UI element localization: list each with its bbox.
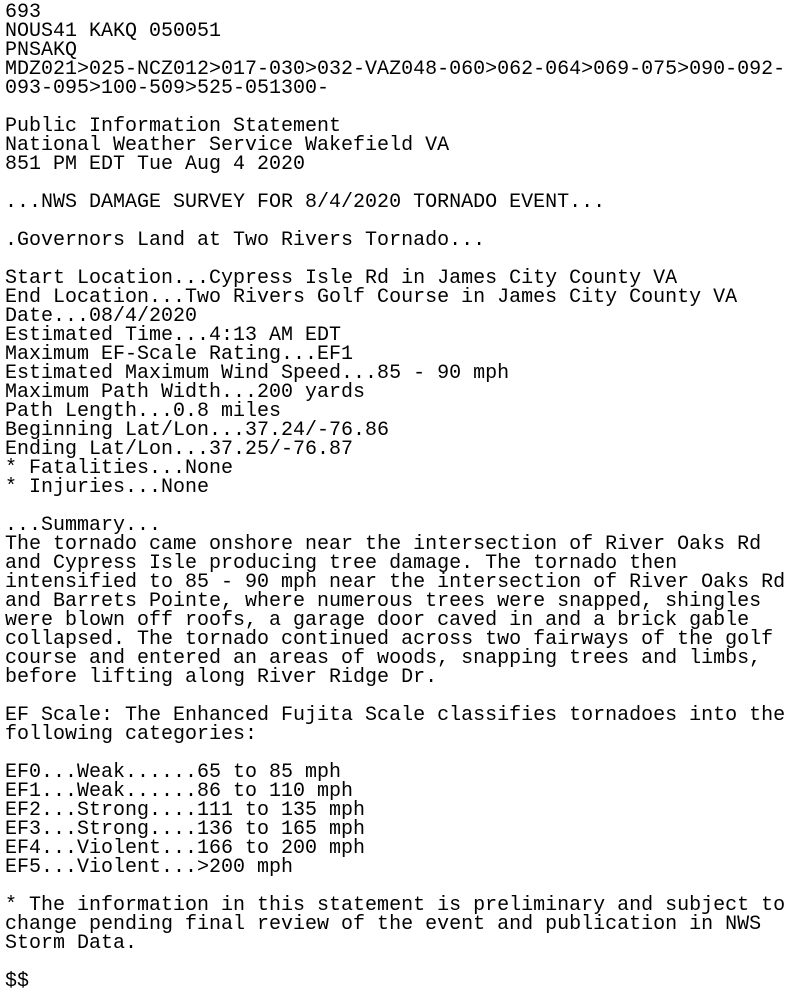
summary-line: The tornado came onshore near the intersection of River Oaks Rd: [5, 533, 762, 556]
statement-title: Public Information Statement: [5, 115, 342, 138]
detail-end-latlon: Ending Lat/Lon...37.25/-76.87: [5, 438, 354, 461]
event-name: .Governors Land at Two Rivers Tornado...: [5, 229, 486, 252]
blank-line: [5, 953, 785, 972]
disclaimer-line: * The information in this statement is preliminary and subject to: [5, 894, 786, 917]
ef-category-ef0: EF0...Weak......65 to 85 mph: [5, 761, 342, 784]
detail-ef-rating: Maximum EF-Scale Rating...EF1: [5, 343, 354, 366]
detail-path-length: Path Length...0.8 miles: [5, 400, 282, 423]
summary-line: before lifting along River Ridge Dr.: [5, 666, 438, 689]
summary-line: were blown off roofs, a garage door caved in and a brick gable: [5, 609, 750, 632]
detail-path-width: Maximum Path Width...200 yards: [5, 381, 366, 404]
ef-scale-intro: following categories:: [5, 723, 258, 746]
detail-date: Date...08/4/2020: [5, 305, 198, 328]
detail-injuries: * Injuries...None: [5, 476, 210, 499]
ugc-codes-line: MDZ021>025-NCZ012>017-030>032-VAZ048-060>062-064>069-075>090-092-: [5, 58, 786, 81]
issue-time: 851 PM EDT Tue Aug 4 2020: [5, 153, 306, 176]
detail-fatalities: * Fatalities...None: [5, 457, 234, 480]
ef-category-ef5: EF5...Violent...>200 mph: [5, 856, 294, 879]
headline: ...NWS DAMAGE SURVEY FOR 8/4/2020 TORNADO EVENT...: [5, 191, 606, 214]
detail-begin-latlon: Beginning Lat/Lon...37.24/-76.86: [5, 419, 390, 442]
summary-line: and Cypress Isle producing tree damage. The tornado then: [5, 552, 678, 575]
issuing-office: National Weather Service Wakefield VA: [5, 134, 450, 157]
summary-line: course and entered an areas of woods, snapping trees and limbs,: [5, 647, 762, 670]
disclaimer-line: change pending final review of the event and publication in NWS: [5, 913, 762, 936]
ef-category-ef3: EF3...Strong....136 to 165 mph: [5, 818, 366, 841]
summary-line: and Barrets Pointe, where numerous trees were snapped, shingles: [5, 590, 762, 613]
summary-line: intensified to 85 - 90 mph near the intersection of River Oaks Rd: [5, 571, 786, 594]
ef-category-ef2: EF2...Strong....111 to 135 mph: [5, 799, 366, 822]
detail-estimated-time: Estimated Time...4:13 AM EDT: [5, 324, 342, 347]
detail-start-location: Start Location...Cypress Isle Rd in James City County VA: [5, 267, 678, 290]
end-of-product-marker: $$: [5, 970, 30, 993]
public-information-statement: [5, 3, 785, 991]
detail-wind-speed: Estimated Maximum Wind Speed...85 - 90 mph: [5, 362, 510, 385]
summary-heading: ...Summary...: [5, 514, 162, 537]
awips-id: PNSAKQ: [5, 39, 78, 62]
disclaimer-line: Storm Data.: [5, 932, 138, 955]
ef-category-ef1: EF1...Weak......86 to 110 mph: [5, 780, 354, 803]
wmo-header: NOUS41 KAKQ 050051: [5, 20, 222, 43]
summary-line: collapsed. The tornado continued across two fairways of the golf: [5, 628, 774, 651]
ef-category-ef4: EF4...Violent...166 to 200 mph: [5, 837, 366, 860]
detail-end-location: End Location...Two Rivers Golf Course in James City County VA: [5, 286, 738, 309]
ef-scale-intro: EF Scale: The Enhanced Fujita Scale classifies tornadoes into the: [5, 704, 786, 727]
ugc-codes-line: 093-095>100-509>525-051300-: [5, 77, 330, 100]
product-id: 693: [5, 1, 42, 24]
